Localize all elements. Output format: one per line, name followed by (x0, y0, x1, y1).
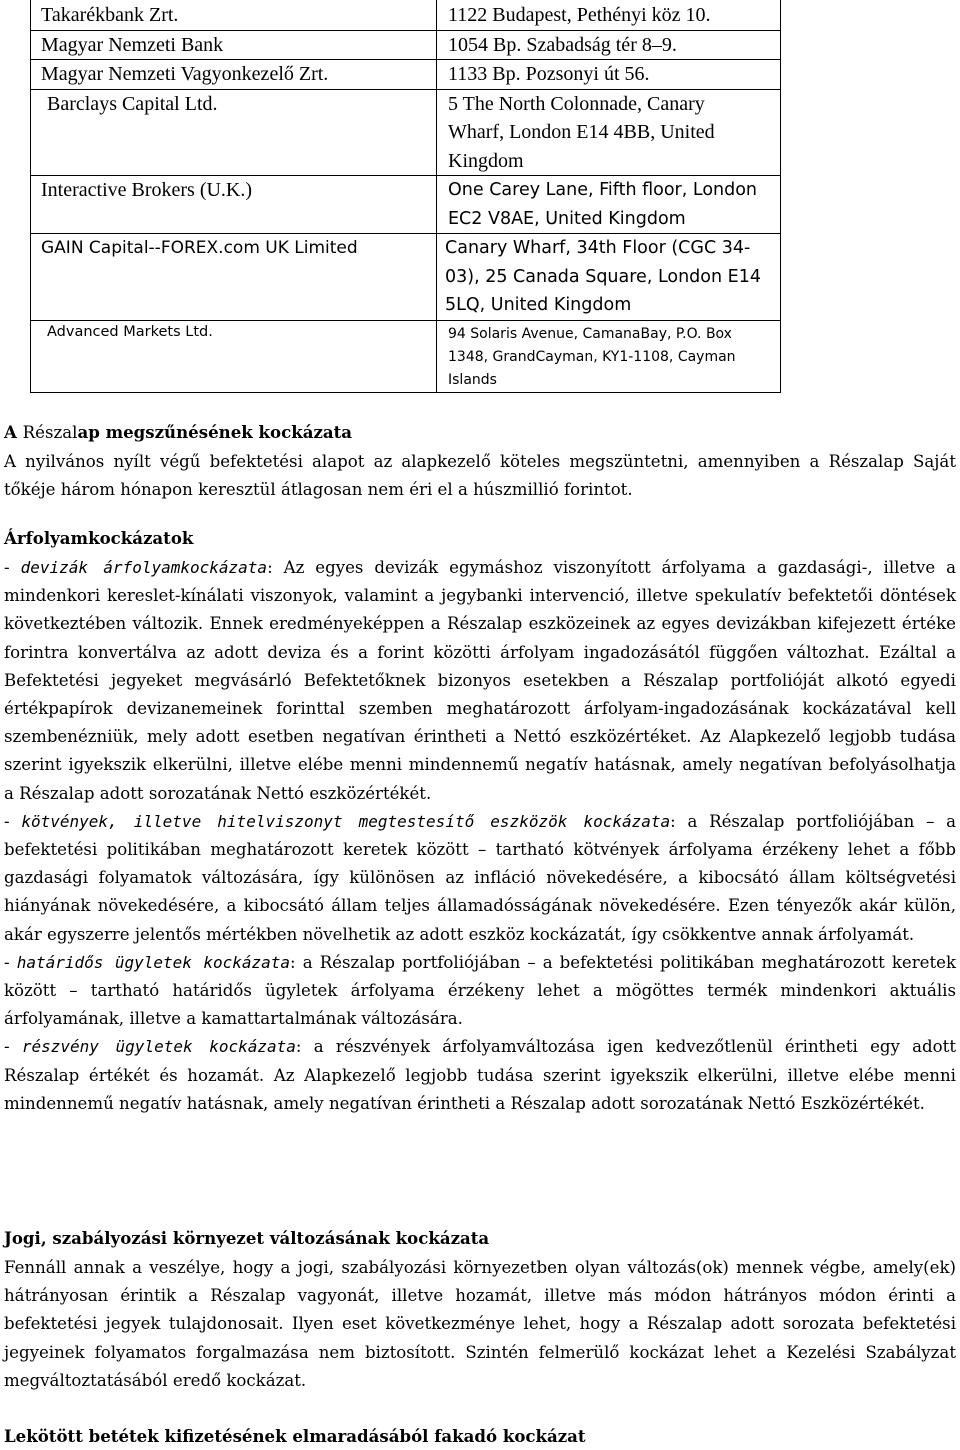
risk-item (4, 1033, 956, 1118)
institution-name: GAIN Capital--FOREX.com UK Limited (31, 234, 437, 321)
section-heading-legal: Jogi, szabályozási környezet változásának kockázata (4, 1228, 490, 1248)
section-body-termination (4, 448, 956, 504)
risk-label: devizák árfolyamkockázata (20, 558, 268, 577)
heading-part: ap megszűnésének kockázata (77, 422, 353, 442)
institution-address: 1122 Budapest, Pethényi köz 10. (437, 0, 781, 30)
institution-address: 94 Solaris Avenue, CamanaBay, P.O. Box 1348, GrandCayman, KY1-1108, Cayman Islands (437, 320, 781, 392)
paragraph: A nyilvános nyílt végű befektetési alapot az alapkezelő köteles megszüntetni, amennyiben a Részalap Saját tőkéje három hónapon keresztül átlagosan nem éri el a húszmillió forintot. (4, 452, 956, 500)
risk-text: : a Részalap portfoliójában – a befektetési politikában meghatározott keretek között – tartható határidős ügyletek árfolyama érzékeny lehet a mögöttes termék mindenkori aktuális árfolyamának, illetve a kamattartalmának változására. (4, 952, 957, 1029)
institution-name: Interactive Brokers (U.K.) (31, 176, 437, 234)
table-row (31, 176, 781, 234)
section-body-legal (4, 1254, 956, 1395)
risk-text: : Az egyes devizák egymáshoz viszonyított árfolyama a gazdasági-, illetve a mindenkori kereslet-kínálati viszonyok, valamint a jegybanki intervenció, illetve spekulatív befektetői döntések következtében változik. Ennek eredményeképpen a Részalap eszközeinek az egyes devizákban kifejezett értéke forintra konvertálva az adott deviza és a forint közötti árfolyam ingadozásától függően változhat. Ezáltal a Befektetési jegyeket megvásárló Befektetőknek bizonyos esetekben a Részalap portfolióját alkotó egyedi értékpapírok devizanemeinek forinttal szemben meghatározott árfolyam-ingadozásának kockázatával kell szembenézniük, mely adott esetben negatívan érintheti a Nettó eszközértéket. Az Alapkezelő legjobb tudása szerint igyekszik elkerülni, illetve elébe menni mindennemű negatív hatásnak, amely negatívan befolyásolhatja a Részalap adott sorozatának Nettó eszközértékét. (4, 558, 957, 803)
institution-address: 1133 Bp. Pozsonyi út 56. (437, 60, 781, 90)
dash: - (4, 1037, 22, 1057)
table-row (31, 0, 781, 30)
risk-item (4, 949, 956, 1034)
table-row (31, 89, 781, 176)
institution-address: 1054 Bp. Szabadság tér 8–9. (437, 30, 781, 60)
institution-name: Magyar Nemzeti Vagyonkezelő Zrt. (31, 60, 437, 90)
table-row (31, 320, 781, 392)
dash: - (4, 558, 21, 577)
section-heading-deposit: Lekötött betétek kifizetésének elmaradásából fakadó kockázat (4, 1426, 586, 1446)
institution-name: Magyar Nemzeti Bank (31, 30, 437, 60)
risk-label: határidős ügyletek kockázata (16, 952, 291, 972)
risk-label: kötvények, illetve hitelviszonyt megtestesítő eszközök kockázata (21, 811, 671, 831)
section-body-fx (4, 554, 956, 1118)
table-row (31, 60, 781, 90)
table-row (31, 30, 781, 60)
risk-text: : a Részalap portfoliójában – a befektetési politikában meghatározott keretek között – tartható kötvények árfolyama érzékeny lehet a főbb gazdasági folyamatok változására, így különösen az infláció növekedésére, a kibocsátó állam költségvetési hiányának növekedésére, a kibocsátó állam teljes államadósságának növekedésére. Ezen tényezők akár külön, akár egyszerre jelentős mértékben növelhetik az adott eszköz kockázatát, így csökkentve annak árfolyamát. (4, 811, 956, 944)
section-heading-termination (4, 418, 352, 447)
table-row (31, 234, 781, 321)
institution-name: Advanced Markets Ltd. (31, 320, 437, 392)
heading-part: Részal (22, 423, 78, 442)
dash: - (4, 952, 17, 972)
heading-part: A (4, 422, 23, 442)
institution-address: One Carey Lane, Fifth floor, London EC2 V8AE, United Kingdom (437, 176, 781, 234)
risk-label: részvény ügyletek kockázata (21, 1037, 296, 1057)
institution-name: Barclays Capital Ltd. (31, 89, 437, 176)
dash: - (4, 811, 22, 831)
institution-address: 5 The North Colonnade, Canary Wharf, London E14 4BB, United Kingdom (437, 89, 781, 176)
address-table (30, 0, 781, 393)
risk-text: : a részvények árfolyamváltozása igen kedvezőtlenül érintheti egy adott Részalap értékét és hozamát. Az Alapkezelő legjobb tudása szerint igyekszik elkerülni, illetve elébe menni mindennemű negatív hatásnak, amely negatívan érintheti a Részalap adott sorozatának Nettó Eszközértékét. (4, 1037, 956, 1113)
institution-address: Canary Wharf, 34th Floor (CGC 34-03), 25 Canada Square, London E14 5LQ, United Kingdom (437, 234, 781, 321)
risk-item (4, 808, 956, 949)
institution-name: Takarékbank Zrt. (31, 0, 437, 30)
risk-item (4, 554, 956, 808)
section-heading-fx: Árfolyamkockázatok (4, 528, 194, 548)
paragraph: Fennáll annak a veszélye, hogy a jogi, szabályozási környezetben olyan változás(ok) mennek végbe, amely(ek) hátrányosan érintik a Részalap vagyonát, illetve hozamát, illetve más módon hátrányos módon érinti a befektetési jegyek tulajdonosait. Ilyen eset következménye lehet, hogy a Részalap adott sorozata befektetési jegyeinek folyamatos forgalmazása nem biztosított. Szintén felmerülő kockázat lehet a Kezelési Szabályzat megváltoztatásából eredő kockázat. (4, 1258, 956, 1390)
